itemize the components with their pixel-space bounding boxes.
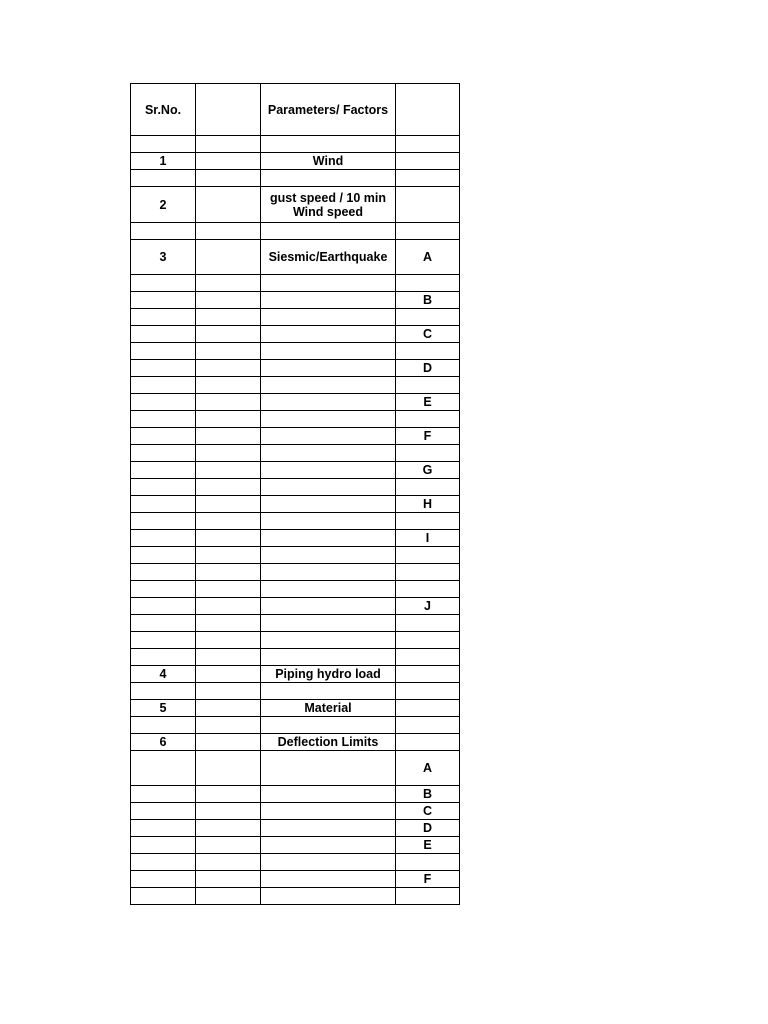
blank-cell [196,837,261,854]
sr-no-cell [131,854,196,871]
blank-cell [196,462,261,479]
sr-no-cell [131,462,196,479]
sub-item-cell: A [396,751,460,786]
sr-no-cell [131,598,196,615]
blank-cell [196,581,261,598]
table-row [131,683,460,700]
parameter-cell [261,326,396,343]
sub-item-cell [396,153,460,170]
blank-cell [196,170,261,187]
table-row [131,530,460,547]
blank-cell [196,717,261,734]
table-row [131,411,460,428]
table-row [131,564,460,581]
sr-no-cell [131,717,196,734]
blank-cell [196,786,261,803]
sr-no-cell [131,581,196,598]
sr-no-cell [131,496,196,513]
parameter-cell [261,615,396,632]
parameter-cell [261,632,396,649]
sub-item-cell: G [396,462,460,479]
parameter-cell [261,564,396,581]
parameter-cell [261,170,396,187]
table-row [131,394,460,411]
table-row [131,632,460,649]
parameter-cell: Piping hydro load [261,666,396,683]
blank-cell [196,854,261,871]
parameter-cell [261,343,396,360]
sr-no-cell [131,564,196,581]
parameter-cell: Parameters/ Factors [261,84,396,136]
sub-item-cell [396,479,460,496]
parameter-cell: Siesmic/Earthquake [261,240,396,275]
parameter-cell [261,803,396,820]
table-row [131,479,460,496]
table-row [131,820,460,837]
table-row [131,581,460,598]
sr-no-cell [131,751,196,786]
parameter-cell [261,888,396,905]
sub-item-cell [396,649,460,666]
table-row [131,717,460,734]
sub-item-cell: C [396,803,460,820]
table-row [131,445,460,462]
sub-item-cell: B [396,786,460,803]
blank-cell [196,275,261,292]
parameter-cell [261,360,396,377]
table-row [131,598,460,615]
parameter-cell: gust speed / 10 min Wind speed [261,187,396,223]
sr-no-cell [131,683,196,700]
sub-item-cell [396,170,460,187]
blank-cell [196,343,261,360]
parameter-cell [261,136,396,153]
sub-item-cell [396,445,460,462]
sr-no-cell [131,871,196,888]
sr-no-cell: 2 [131,187,196,223]
parameter-cell [261,513,396,530]
sr-no-cell [131,513,196,530]
sub-item-cell: F [396,871,460,888]
table-row [131,136,460,153]
parameter-cell [261,751,396,786]
sub-item-cell [396,411,460,428]
sr-no-cell [131,170,196,187]
sub-item-cell [396,564,460,581]
parameter-cell [261,292,396,309]
table-row [131,153,460,170]
table-row [131,496,460,513]
sr-no-cell [131,803,196,820]
blank-cell [196,598,261,615]
table-row [131,837,460,854]
sr-no-cell [131,649,196,666]
parameter-cell [261,837,396,854]
parameter-cell [261,394,396,411]
blank-cell [196,445,261,462]
table-row [131,326,460,343]
blank-cell [196,377,261,394]
table-row [131,666,460,683]
table-row [131,309,460,326]
sub-item-cell: D [396,360,460,377]
table-row [131,292,460,309]
sub-item-cell: C [396,326,460,343]
table-row [131,377,460,394]
sr-no-cell: 1 [131,153,196,170]
parameter-cell [261,530,396,547]
blank-cell [196,888,261,905]
table-row [131,888,460,905]
sub-item-cell [396,377,460,394]
parameter-cell: Wind [261,153,396,170]
blank-cell [196,649,261,666]
sr-no-cell [131,411,196,428]
table-row [131,803,460,820]
sr-no-cell [131,326,196,343]
sr-no-cell [131,136,196,153]
blank-cell [196,632,261,649]
blank-cell [196,153,261,170]
table-row [131,343,460,360]
table-row [131,360,460,377]
sr-no-cell: 5 [131,700,196,717]
parameter-cell [261,275,396,292]
sub-item-cell [396,84,460,136]
blank-cell [196,479,261,496]
sub-item-cell [396,275,460,292]
sr-no-cell [131,530,196,547]
sub-item-cell: E [396,837,460,854]
parameter-cell [261,496,396,513]
parameter-cell: Material [261,700,396,717]
parameter-cell [261,479,396,496]
sub-item-cell [396,136,460,153]
blank-cell [196,223,261,240]
sr-no-cell [131,360,196,377]
sub-item-cell: E [396,394,460,411]
sub-item-cell [396,615,460,632]
table-row [131,615,460,632]
sub-item-cell: I [396,530,460,547]
sr-no-cell [131,632,196,649]
table-body [131,84,460,905]
parameter-cell [261,462,396,479]
sr-no-cell [131,888,196,905]
table-row [131,547,460,564]
table-row [131,786,460,803]
sr-no-cell [131,615,196,632]
sr-no-cell [131,479,196,496]
sub-item-cell: B [396,292,460,309]
parameter-cell [261,786,396,803]
blank-cell [196,411,261,428]
blank-cell [196,84,261,136]
blank-cell [196,496,261,513]
parameter-cell [261,717,396,734]
parameter-cell [261,871,396,888]
table-row [131,223,460,240]
blank-cell [196,803,261,820]
sub-item-cell [396,666,460,683]
parameter-cell [261,309,396,326]
sub-item-cell [396,187,460,223]
parameter-cell [261,581,396,598]
blank-cell [196,820,261,837]
blank-cell [196,513,261,530]
sub-item-cell [396,888,460,905]
parameter-cell [261,683,396,700]
sr-no-cell [131,394,196,411]
blank-cell [196,700,261,717]
table-row [131,170,460,187]
blank-cell [196,547,261,564]
parameter-cell [261,428,396,445]
blank-cell [196,136,261,153]
sr-no-cell: Sr.No. [131,84,196,136]
sub-item-cell [396,632,460,649]
sub-item-cell [396,683,460,700]
blank-cell [196,428,261,445]
parameter-cell: Deflection Limits [261,734,396,751]
sr-no-cell [131,223,196,240]
table-row [131,854,460,871]
parameter-cell [261,820,396,837]
table-row [131,84,460,136]
sub-item-cell: A [396,240,460,275]
table-row [131,462,460,479]
blank-cell [196,187,261,223]
sub-item-cell [396,513,460,530]
parameter-cell [261,223,396,240]
sub-item-cell: D [396,820,460,837]
sr-no-cell [131,445,196,462]
sub-item-cell [396,717,460,734]
blank-cell [196,394,261,411]
table-row [131,734,460,751]
sr-no-cell: 6 [131,734,196,751]
table-row [131,649,460,666]
table-row [131,700,460,717]
sub-item-cell: J [396,598,460,615]
parameter-cell [261,377,396,394]
table-row [131,275,460,292]
sub-item-cell [396,854,460,871]
sub-item-cell [396,547,460,564]
blank-cell [196,666,261,683]
sr-no-cell: 4 [131,666,196,683]
sr-no-cell [131,820,196,837]
blank-cell [196,615,261,632]
blank-cell [196,326,261,343]
blank-cell [196,683,261,700]
sr-no-cell [131,837,196,854]
sr-no-cell [131,275,196,292]
parameter-cell [261,445,396,462]
sr-no-cell [131,547,196,564]
sr-no-cell: 3 [131,240,196,275]
parameter-cell [261,547,396,564]
table-row [131,187,460,223]
sub-item-cell [396,309,460,326]
table-row [131,428,460,445]
table-row [131,751,460,786]
table-row [131,871,460,888]
blank-cell [196,530,261,547]
sub-item-cell [396,223,460,240]
sub-item-cell [396,700,460,717]
blank-cell [196,240,261,275]
table-row [131,240,460,275]
sub-item-cell: F [396,428,460,445]
parameter-cell [261,854,396,871]
parameter-cell [261,598,396,615]
blank-cell [196,292,261,309]
sr-no-cell [131,428,196,445]
sub-item-cell [396,343,460,360]
sr-no-cell [131,309,196,326]
sub-item-cell: H [396,496,460,513]
sub-item-cell [396,581,460,598]
blank-cell [196,309,261,326]
blank-cell [196,360,261,377]
parameter-cell [261,411,396,428]
parameters-table [130,83,460,905]
sr-no-cell [131,786,196,803]
sr-no-cell [131,343,196,360]
sr-no-cell [131,377,196,394]
sr-no-cell [131,292,196,309]
table-row [131,513,460,530]
blank-cell [196,871,261,888]
blank-cell [196,734,261,751]
blank-cell [196,751,261,786]
sub-item-cell [396,734,460,751]
blank-cell [196,564,261,581]
parameter-cell [261,649,396,666]
